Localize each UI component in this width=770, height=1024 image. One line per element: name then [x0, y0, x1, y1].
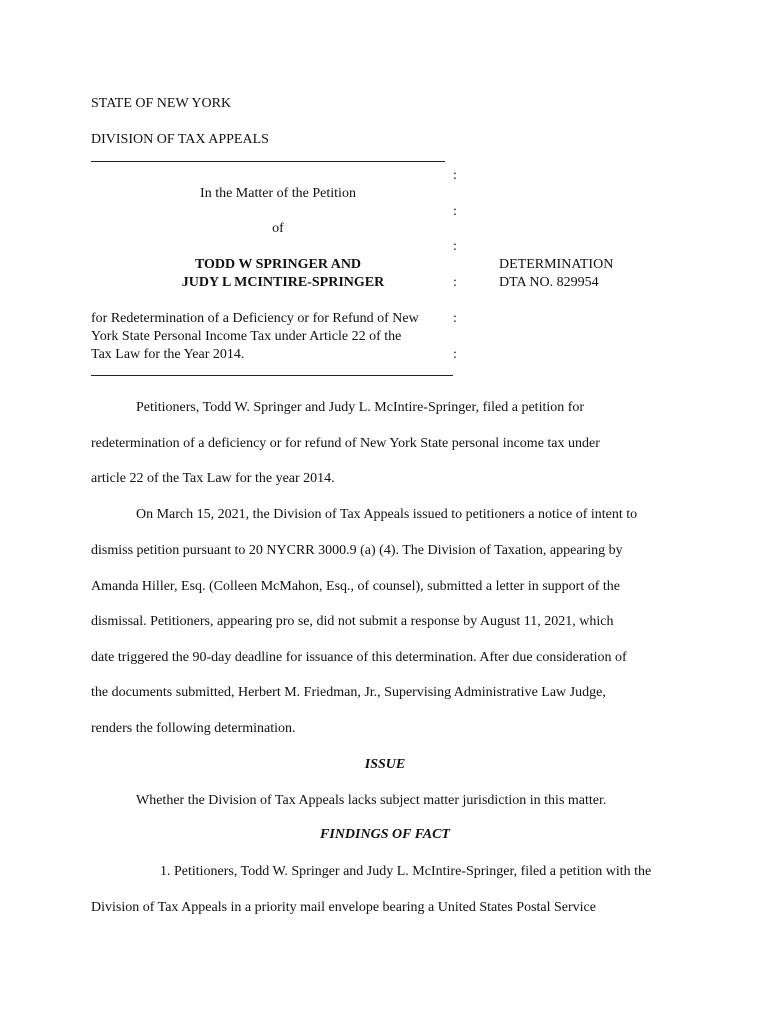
findings-heading: FINDINGS OF FACT	[320, 827, 450, 842]
petitioner-name-line-1: TODD W SPRINGER AND	[194, 257, 362, 272]
paragraph-2-line: the documents submitted, Herbert M. Friedman, Jr., Supervising Administrative Law Judge,	[91, 685, 606, 700]
caption-colon: :	[453, 204, 457, 219]
dta-number: DTA NO. 829954	[499, 275, 599, 290]
caption-colon: :	[453, 311, 457, 326]
division-heading: DIVISION OF TAX APPEALS	[91, 132, 269, 147]
state-heading: STATE OF NEW YORK	[91, 96, 232, 111]
finding-1-line: Division of Tax Appeals in a priority mail envelope bearing a United States Postal Service	[91, 900, 596, 915]
purpose-line-2: York State Personal Income Tax under Article 22 of the	[91, 329, 402, 344]
finding-1-line: 1. Petitioners, Todd W. Springer and Judy L. McIntire-Springer, filed a petition with the	[160, 864, 652, 879]
paragraph-2-line: dismissal. Petitioners, appearing pro se, did not submit a response by August 11, 2021, which	[91, 614, 614, 629]
purpose-line-1: for Redetermination of a Deficiency or for Refund of New	[91, 311, 419, 326]
paragraph-2-line: dismiss petition pursuant to 20 NYCRR 3000.9 (a) (4). The Division of Taxation, appearing by	[91, 543, 623, 558]
caption-colon: :	[453, 239, 457, 254]
caption-bottom-rule	[91, 375, 453, 376]
matter-line: In the Matter of the Petition	[200, 186, 356, 201]
petitioner-name-line-2: JUDY L MCINTIRE-SPRINGER	[181, 275, 385, 290]
paragraph-1-line: redetermination of a deficiency or for refund of New York State personal income tax under	[91, 436, 600, 451]
purpose-line-3: Tax Law for the Year 2014.	[91, 347, 245, 362]
issue-heading: ISSUE	[364, 757, 406, 772]
paragraph-1-line: Petitioners, Todd W. Springer and Judy L. McIntire-Springer, filed a petition for	[136, 400, 585, 415]
paragraph-2-line: date triggered the 90-day deadline for issuance of this determination. After due consideration of	[91, 650, 627, 665]
of-line: of	[272, 221, 284, 236]
caption-colon: :	[453, 275, 457, 290]
paragraph-2-line: renders the following determination.	[91, 721, 296, 736]
paragraph-2-line: Amanda Hiller, Esq. (Colleen McMahon, Esq., of counsel), submitted a letter in support of the	[91, 579, 620, 594]
issue-text: Whether the Division of Tax Appeals lacks subject matter jurisdiction in this matter.	[136, 793, 607, 808]
paragraph-1-line: article 22 of the Tax Law for the year 2014.	[91, 471, 335, 486]
caption-colon: :	[453, 347, 457, 362]
caption-top-rule	[91, 161, 445, 162]
caption-colon: :	[453, 168, 457, 183]
document-type: DETERMINATION	[499, 257, 614, 272]
paragraph-2-line: On March 15, 2021, the Division of Tax Appeals issued to petitioners a notice of intent to	[136, 507, 638, 522]
